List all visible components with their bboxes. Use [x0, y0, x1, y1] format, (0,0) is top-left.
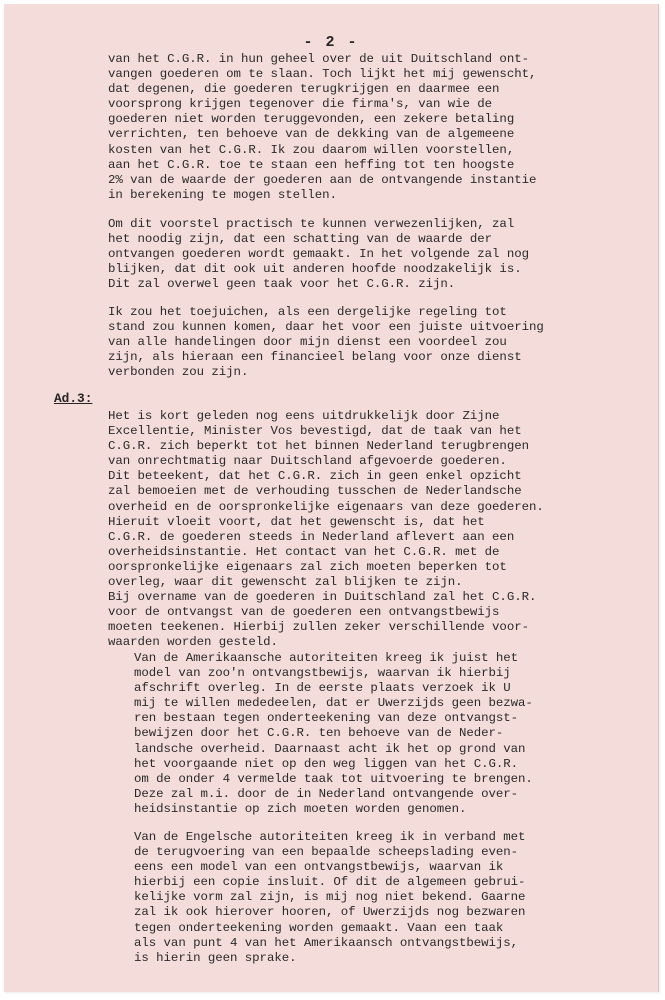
paragraph-value-estimate: Om dit voorstel practisch te kunnen verwezenlijken, zal het noodig zijn, dat een schatting van de waarde der ontvangen goederen wordt gemaakt. In het volgende zal nog blijken, dat dit ook uit anderen hoofde noodzakelijk is. Dit zal overwel geen taak voor het C.G.R. zijn. [108, 217, 529, 292]
page-number: - 2 - [303, 34, 359, 51]
section-label-ad3: Ad.3: [54, 391, 93, 406]
paragraph-english-receipt: Van de Engelsche autoriteiten kreeg ik in verband met de terugvoering van een bepaalde scheepslading even- eens een model van een ontvangstbewijs, waarvan ik hierbij een copie insluit. Of dit de algemeen gebrui- kelijke vorm zal zijn, is mij nog niet bekend. Gaarne zal ik ook hierover hooren, of Uwerzijds nog bezwaren tegen onderteekening worden gemaakt. Vaan een taak als van punt 4 van het Amerikaansch ontvangstbewijs, is hierin geen sprake. [134, 830, 526, 965]
paragraph-levy-proposal: van het C.G.R. in hun geheel over de uit Duitschland ont- vangen goederen om te slaan. Toch lijkt het mij gewenscht, dat degenen, die goederen terugkrijgen en daarmee een voorsprong krijgen tegenover die firma's, van wie de goederen niet worden teruggevonden, een zekere betaling verrichten, ten behoeve van de dekking van de algemeene kosten van het C.G.R. Ik zou daarom willen voorstellen, aan het C.G.R. toe te staan een heffing tot ten hoogste 2% van de waarde der goederen aan de ontvangende instantie in berekening te mogen stellen. [108, 52, 537, 202]
paragraph-american-receipt: Van de Amerikaansche autoriteiten kreeg ik juist het model van zoo'n ontvangstbewijs, waarvan ik hierbij afschrift overleg. In de eerste plaats verzoek ik U mij te willen mededeelen, dat er Uwerzijds geen bezwa- ren bestaan tegen onderteekening van deze ontvangst- bewijzen door het C.G.R. ten behoeve van de Neder- landsche overheid. Daarnaast acht ik het op grond van het voorgaande niet op den weg liggen van het C.G.R. om de onder 4 vermelde taak tot uitvoering te brengen. Deze zal m.i. door de in Nederland ontvangende over- heidsinstantie op zich moeten worden genomen. [134, 651, 533, 816]
paragraph-cgr-task: Het is kort geleden nog eens uitdrukkelijk door Zijne Excellentie, Minister Vos bevestigd, dat de taak van het C.G.R. zich beperkt tot het binnen Nederland terugbrengen van onrechtmatig naar Duitschland afgevoerde goederen. Dit beteekent, dat het C.G.R. zich in geen enkel opzicht zal bemoeien met de verhouding tusschen de Nederlandsche overheid en de oorspronkelijke eigenaars van deze goederen. Hieruit vloeit voort, dat het gewenscht is, dat het C.G.R. de goederen steeds in Nederland aflevert aan een overheidsinstantie. Het contact van het C.G.R. met de oorspronkelijke eigenaars zal zich moeten beperken tot overleg, waar dit gewenscht zal blijken te zijn. Bij overname van de goederen in Duitschland zal het C.G.R. voor de ontvangst van de goederen een ontvangstbewijs moeten teekenen. Hierbij zullen zeker verschillende voor- waarden worden gesteld. [108, 409, 544, 650]
document-page [4, 4, 659, 992]
paragraph-financial-interest: Ik zou het toejuichen, als een dergelijke regeling tot stand zou kunnen komen, daar het voor een juiste uitvoering van alle handelingen door mijn dienst een voordeel zou zijn, als hieraan een financieel belang voor onze dienst verbonden zou zijn. [108, 305, 544, 380]
